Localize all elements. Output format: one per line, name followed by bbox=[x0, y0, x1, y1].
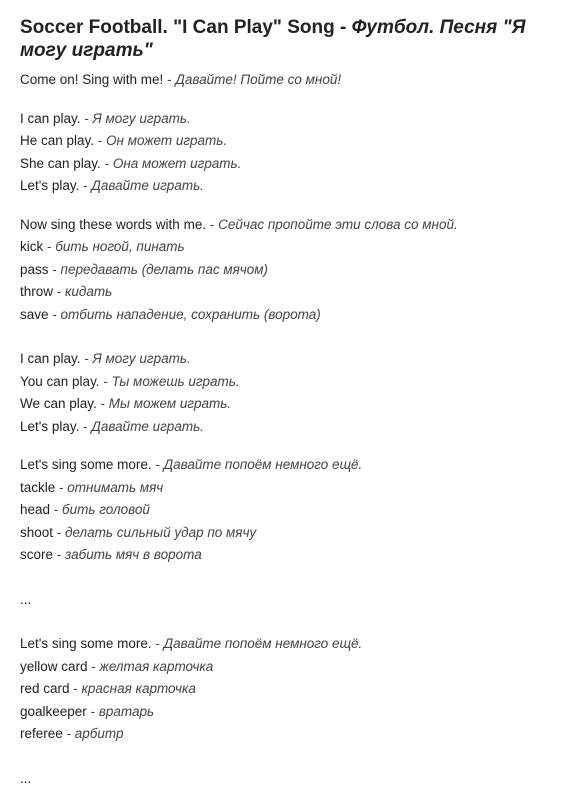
stanza-gap bbox=[20, 746, 543, 768]
russian-translation: желтая карточка bbox=[100, 659, 214, 674]
russian-translation: бить головой bbox=[62, 502, 150, 517]
dash-separator: - bbox=[49, 307, 61, 322]
lyric-line bbox=[20, 214, 543, 237]
russian-translation: Она может играть. bbox=[113, 156, 242, 171]
dash-separator: - bbox=[53, 547, 65, 562]
russian-translation: Он может играть. bbox=[106, 133, 227, 148]
russian-translation: Давайте играть. bbox=[91, 178, 204, 193]
english-text: yellow card bbox=[20, 659, 88, 674]
english-text: shoot bbox=[20, 525, 53, 540]
english-text: referee bbox=[20, 726, 63, 741]
lyric-line bbox=[20, 522, 543, 545]
russian-translation: Давайте попоём немного ещё. bbox=[164, 457, 363, 472]
lyric-line bbox=[20, 236, 543, 259]
dash-separator: - bbox=[50, 502, 62, 517]
lyric-line bbox=[20, 281, 543, 304]
russian-translation: красная карточка bbox=[82, 681, 196, 696]
lyric-line bbox=[20, 544, 543, 567]
dash-separator: - bbox=[97, 396, 109, 411]
english-text: score bbox=[20, 547, 53, 562]
stanza-gap bbox=[20, 326, 543, 348]
lyric-line bbox=[20, 768, 543, 790]
dash-separator: - bbox=[100, 374, 112, 389]
stanza bbox=[20, 348, 543, 438]
dash-separator: - bbox=[81, 111, 93, 126]
english-text: We can play. bbox=[20, 396, 97, 411]
english-text: Let's sing some more. bbox=[20, 457, 152, 472]
russian-translation: кидать bbox=[65, 284, 112, 299]
lyric-line bbox=[20, 589, 543, 612]
english-text: Come on! Sing with me! bbox=[20, 72, 163, 87]
dash-separator: - bbox=[53, 525, 65, 540]
stanza-gap bbox=[20, 438, 543, 454]
lyric-line bbox=[20, 477, 543, 500]
dash-separator: - bbox=[49, 262, 61, 277]
lyric-line bbox=[20, 393, 543, 416]
russian-translation: Давайте! Пойте со мной! bbox=[175, 72, 341, 87]
english-text: pass bbox=[20, 262, 49, 277]
russian-translation: бить ногой, пинать bbox=[55, 239, 184, 254]
russian-translation: забить мяч в ворота bbox=[65, 547, 202, 562]
lyric-line bbox=[20, 633, 543, 656]
dash-separator: - bbox=[152, 457, 164, 472]
russian-translation: вратарь bbox=[99, 704, 154, 719]
title-english: Soccer Football. "I Can Play" Song bbox=[20, 17, 335, 38]
lyric-line bbox=[20, 153, 543, 176]
dash-separator: - bbox=[94, 133, 106, 148]
stanza bbox=[20, 633, 543, 746]
dash-separator: - bbox=[70, 681, 82, 696]
lyric-line bbox=[20, 69, 543, 92]
stanza-gap bbox=[20, 567, 543, 589]
dash-separator: - bbox=[55, 480, 67, 495]
dash-separator: - bbox=[79, 419, 91, 434]
dash-separator: - bbox=[163, 72, 175, 87]
english-text: ... bbox=[20, 771, 31, 786]
dash-separator: - bbox=[79, 178, 91, 193]
english-text: kick bbox=[20, 239, 43, 254]
english-text: I can play. bbox=[20, 111, 81, 126]
russian-translation: Ты можешь играть. bbox=[112, 374, 240, 389]
stanza bbox=[20, 108, 543, 198]
english-text: red card bbox=[20, 681, 70, 696]
russian-translation: Сейчас пропойте эти слова со мной. bbox=[218, 217, 458, 232]
english-text: tackle bbox=[20, 480, 55, 495]
russian-translation: арбитр bbox=[75, 726, 124, 741]
dash-separator: - bbox=[206, 217, 218, 232]
stanza bbox=[20, 454, 543, 567]
dash-separator: - bbox=[63, 726, 75, 741]
stanza-gap bbox=[20, 198, 543, 214]
stanza-gap bbox=[20, 92, 543, 108]
russian-translation: Я могу играть. bbox=[93, 111, 191, 126]
dash-separator: - bbox=[88, 659, 100, 674]
english-text: Let's play. bbox=[20, 419, 79, 434]
russian-translation: передавать (делать пас мячом) bbox=[61, 262, 269, 277]
dash-separator: - bbox=[87, 704, 99, 719]
lyric-line bbox=[20, 701, 543, 724]
lyric-line bbox=[20, 348, 543, 371]
stanza bbox=[20, 214, 543, 327]
dash-separator: - bbox=[81, 351, 93, 366]
stanza bbox=[20, 768, 543, 790]
page-title bbox=[20, 16, 543, 62]
english-text: Now sing these words with me. bbox=[20, 217, 206, 232]
russian-translation: делать сильный удар по мячу bbox=[65, 525, 256, 540]
russian-translation: отбить нападение, сохранить (ворота) bbox=[61, 307, 321, 322]
russian-translation: Давайте играть. bbox=[91, 419, 204, 434]
english-text: I can play. bbox=[20, 351, 81, 366]
russian-translation: Я могу играть. bbox=[93, 351, 191, 366]
dash-separator: - bbox=[43, 239, 55, 254]
lyric-line bbox=[20, 499, 543, 522]
english-text: He can play. bbox=[20, 133, 94, 148]
lyrics-body bbox=[20, 69, 543, 790]
dash-separator: - bbox=[152, 636, 164, 651]
russian-translation: Давайте попоём немного ещё. bbox=[164, 636, 363, 651]
english-text: ... bbox=[20, 592, 31, 607]
lyric-line bbox=[20, 175, 543, 198]
stanza bbox=[20, 589, 543, 612]
english-text: head bbox=[20, 502, 50, 517]
english-text: goalkeeper bbox=[20, 704, 87, 719]
russian-translation: Мы можем играть. bbox=[109, 396, 231, 411]
english-text: save bbox=[20, 307, 49, 322]
title-russian: Футбол. Песня "Я могу играть" bbox=[20, 17, 525, 61]
english-text: Let's sing some more. bbox=[20, 636, 152, 651]
lyric-line bbox=[20, 416, 543, 439]
lyric-line bbox=[20, 130, 543, 153]
russian-translation: отнимать мяч bbox=[67, 480, 163, 495]
english-text: She can play. bbox=[20, 156, 101, 171]
stanza bbox=[20, 69, 543, 92]
english-text: You can play. bbox=[20, 374, 100, 389]
title-separator: - bbox=[335, 17, 352, 38]
stanza-gap bbox=[20, 611, 543, 633]
english-text: throw bbox=[20, 284, 53, 299]
lyric-line bbox=[20, 304, 543, 327]
lyric-line bbox=[20, 454, 543, 477]
dash-separator: - bbox=[101, 156, 113, 171]
dash-separator: - bbox=[53, 284, 65, 299]
lyric-line bbox=[20, 259, 543, 282]
lyric-line bbox=[20, 678, 543, 701]
lyric-line bbox=[20, 371, 543, 394]
lyric-line bbox=[20, 108, 543, 131]
lyric-line bbox=[20, 723, 543, 746]
lyric-line bbox=[20, 656, 543, 679]
english-text: Let's play. bbox=[20, 178, 79, 193]
